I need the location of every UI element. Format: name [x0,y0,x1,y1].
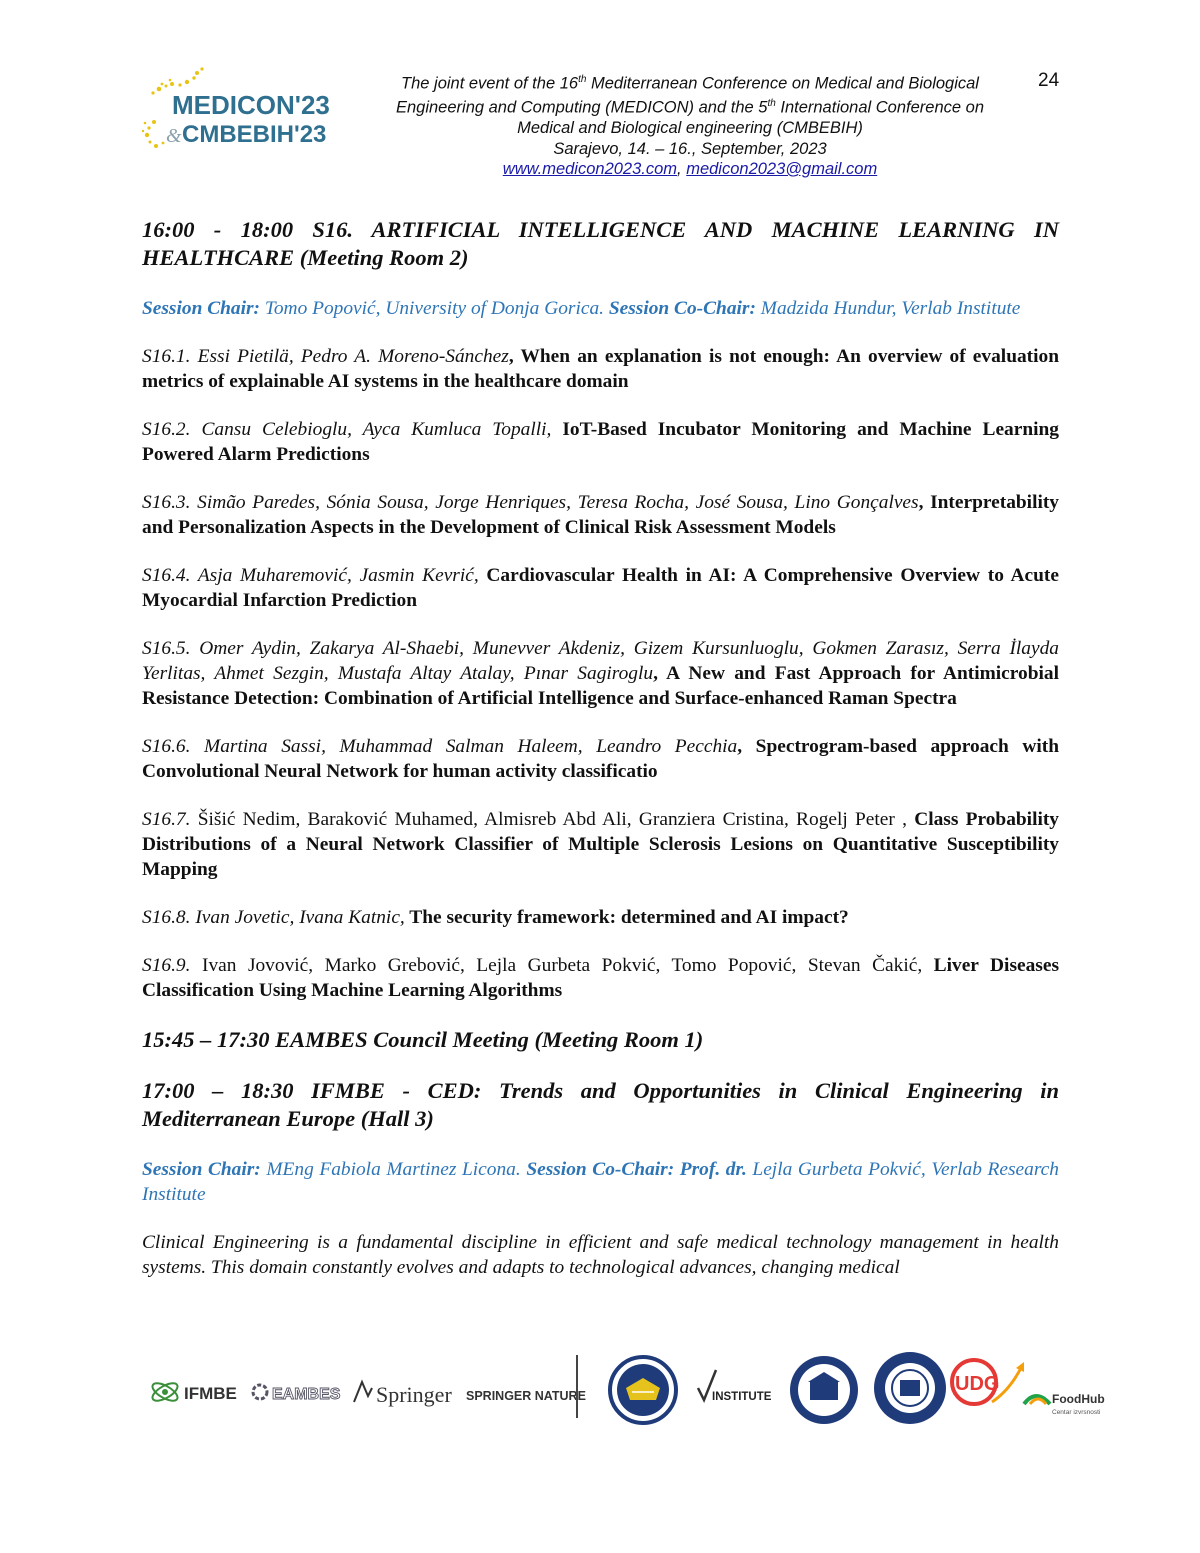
university-seal-2 [790,1356,858,1424]
header-line-3: Medical and Biological engineering (CMBEBIH) [517,119,863,137]
springer-logo [354,1382,452,1407]
page-number: 24 [1038,70,1060,91]
header-line-4: Sarajevo, 14. – 16., September, 2023 [553,139,827,158]
institute-logo [698,1370,772,1403]
svg-text:FoodHub: FoodHub [1052,1392,1105,1406]
paper-s16-2: S16.2. Cansu Celebioglu, Ayca Kumluca Topalli, IoT-Based Incubator Monitoring and Machine Learning Powered Alarm Predictions [142,419,1060,465]
svg-text:Centar izvrsnosti: Centar izvrsnosti [1052,1409,1101,1416]
logo-line2: CMBEBIH'23 [182,121,327,148]
svg-text:IFMBE: IFMBE [184,1384,237,1403]
website-link[interactable]: www.medicon2023.com [502,160,678,178]
session-16-chairs: Session Chair: Tomo Popović, University of Donja Gorica. Session Co-Chair: Madzida Hundur, Verlab Institute [142,298,1021,319]
paper-s16-5: S16.5. Omer Aydin, Zakarya Al-Shaebi, Munevver Akdeniz, Gizem Kursunluoglu, Gokmen Zarasız, Serra İlayda Yerlitas, Ahmet Sezgin, Mustafa Altay Atalay, Pınar Sagiroglu, A New and Fast Approach for Antimicrobial Resistance Detection: Combination of Artificial Intelligence and Surface-enhanced Raman Spectra [142,638,1059,709]
svg-text:UDG: UDG [955,1373,1000,1395]
ifmbe-description: Clinical Engineering is a fundamental discipline in efficient and safe medical technology management in health systems. This domain constantly evolves and adapts to technological advances, changing medical [142,1232,1059,1278]
conference-header [360,70,1020,180]
medicon-cmbebih-logo [142,66,352,156]
logo-line1: MEDICON'23 [172,90,330,120]
paper-s16-3: S16.3. Simão Paredes, Sónia Sousa, Jorge Henriques, Teresa Rocha, José Sousa, Lino Gonçalves, Interpretability and Personalization Aspects in the Development of Clinical Risk Assessment Models [142,492,1059,538]
svg-text:INSTITUTE: INSTITUTE [712,1391,772,1403]
session-16-title: 16:00 - 18:00 S16. ARTIFICIAL INTELLIGENCE AND MACHINE LEARNING IN HEALTHCARE (Meeting Room 2) [142,217,1059,270]
paper-s16-1: S16.1. Essi Pietilä, Pedro A. Moreno-Sánchez, When an explanation is not enough: An overview of evaluation metrics of explainable AI systems in the healthcare domain [142,346,1060,392]
university-seal-3 [874,1352,946,1424]
paper-s16-9: S16.9. Ivan Jovović, Marko Grebović, Lejla Gurbeta Pokvić, Tomo Popović, Stevan Čakić, Liver Diseases Classification Using Machine Learning Algorithms [142,955,1059,1001]
ifmbe-logo [150,1380,237,1404]
eambes-logo [253,1385,341,1403]
header-links: www.medicon2023.com, medicon2023@gmail.com [502,160,878,178]
ifmbe-ced-title: 17:00 – 18:30 IFMBE - CED: Trends and Opportunities in Clinical Engineering in Mediterranean Europe (Hall 3) [142,1078,1059,1131]
header-line-1: The joint event of the 16th Mediterranean Conference on Medical and Biological [401,74,979,93]
svg-text:EAMBES: EAMBES [272,1386,341,1403]
paper-s16-4: S16.4. Asja Muharemović, Jasmin Kevrić, Cardiovascular Health in AI: A Comprehensive Overview to Acute Myocardial Infarction Prediction [142,565,1059,611]
ifmbe-chairs: Session Chair: MEng Fabiola Martinez Licona. Session Co-Chair: Prof. dr. Lejla Gurbeta Pokvić, Verlab Research Institute [142,1159,1059,1205]
paper-s16-8: S16.8. Ivan Jovetic, Ivana Katnic, The security framework: determined and AI impact? [142,907,849,928]
program-content [142,216,1059,1280]
paper-s16-7: S16.7. Šišić Nedim, Baraković Muhamed, Almisreb Abd Ali, Granziera Cristina, Rogelj Peter , Class Probability Distributions of a Neural Network Classifier of Multiple Sclerosis Lesions on Quantitative Susceptibility Mapping [142,809,1059,880]
udg-logo [952,1360,1024,1404]
eambes-meeting-title: 15:45 – 17:30 EAMBES Council Meeting (Meeting Room 1) [142,1027,704,1052]
header-line-2: Engineering and Computing (MEDICON) and the 5th International Conference on [395,98,985,117]
logo-amp: & [166,125,182,147]
springer-nature-logo: SPRINGER NATURE [466,1389,586,1403]
svg-text:Springer: Springer [376,1382,452,1407]
email-link[interactable]: medicon2023@gmail.com [686,160,878,178]
paper-s16-6: S16.6. Martina Sassi, Muhammad Salman Haleem, Leandro Pecchia, Spectrogram-based approach with Convolutional Neural Network for human activity classificatio [142,736,1059,782]
university-seal-1 [610,1357,676,1423]
foodhub-logo [1024,1392,1105,1416]
sponsor-logos [140,1330,1130,1440]
